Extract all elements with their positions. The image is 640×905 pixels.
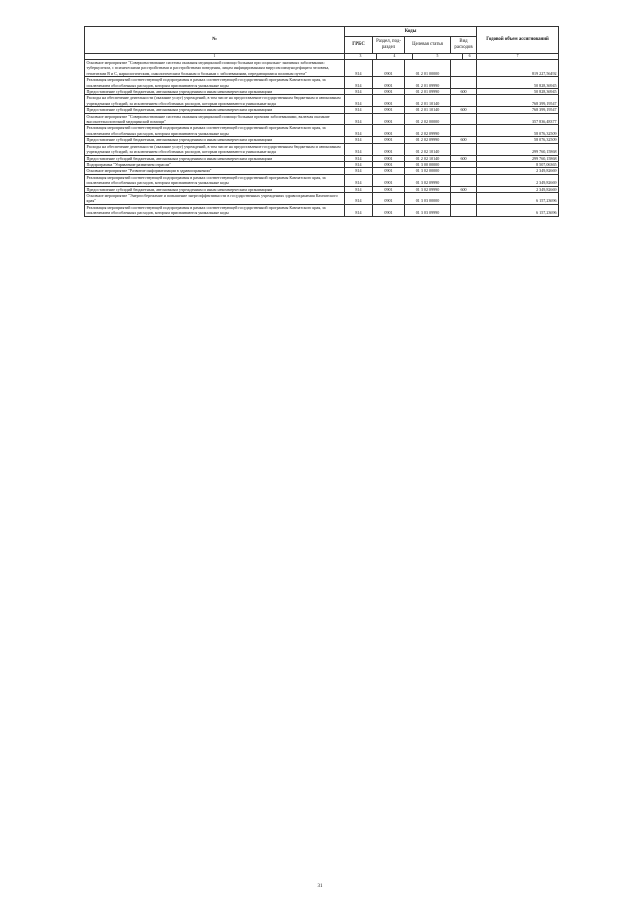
value-cell: 2 349,82669: [477, 186, 559, 192]
value-cell: 6 157,23696: [477, 204, 559, 216]
grbs-cell: 814: [345, 204, 373, 216]
grbs-header: ГРБС: [345, 37, 373, 54]
row-name: Реализация мероприятий соответствующей подпрограммы в рамках соответствующей государственной программы Камчатского края, за исключением обособленных расходов, которым присваиваются уникальные коды: [85, 125, 345, 137]
row-name: Реализация мероприятий соответствующей подпрограммы в рамках соответствующей государственной программы Камчатского края, за исключением обособленных расходов, которым присваиваются уникальные коды: [85, 174, 345, 186]
budget-table: [84, 26, 559, 217]
table-row: [85, 113, 559, 125]
codes-header: Коды: [345, 27, 477, 37]
column-number: 5: [413, 54, 463, 59]
grbs-cell: 814: [345, 143, 373, 155]
annual-volume-header: Годовой объем ассигнований: [477, 27, 559, 54]
section-cell: 0901: [373, 186, 405, 192]
section-cell: 0901: [373, 174, 405, 186]
kind-cell: [451, 192, 477, 204]
table-row: [85, 174, 559, 186]
target-cell: 01 2 02 10140: [405, 155, 451, 161]
row-name: Предоставление субсидий бюджетным, автономным учреждениям и иным некоммерческим организациям: [85, 107, 345, 113]
grbs-cell: 814: [345, 95, 373, 107]
grbs-cell: 814: [345, 174, 373, 186]
grbs-cell: 814: [345, 113, 373, 125]
row-name: Основное мероприятие "Развитие информатизации в здравоохранении": [85, 168, 345, 174]
expense-kind-header: Вид расходов: [451, 37, 477, 54]
value-cell: 819 227,56492: [477, 60, 559, 77]
kind-cell: [451, 60, 477, 77]
section-cell: 0901: [373, 89, 405, 95]
target-cell: 01 2 02 09990: [405, 125, 451, 137]
target-cell: 01 2 01 09990: [405, 77, 451, 89]
table-row: [85, 95, 559, 107]
target-cell: 01 2 01 09990: [405, 89, 451, 95]
kind-cell: [451, 143, 477, 155]
value-cell: 768 399,19547: [477, 107, 559, 113]
kind-cell: [451, 204, 477, 216]
target-cell: 01 3 00 00000: [405, 161, 451, 167]
target-cell: 01 2 02 09990: [405, 137, 451, 143]
section-header: Раздел, под-раздел: [373, 37, 405, 54]
grbs-cell: 814: [345, 137, 373, 143]
section-cell: 0901: [373, 143, 405, 155]
row-name: Расходы на обеспечение деятельности (оказание услуг) учреждений, в том числе на предоставление государственным бюджетным и автономным учреждениям субсидий, за исключением обособленных расходов, которым присваиваются уникальные коды: [85, 143, 345, 155]
value-cell: 2 349,82669: [477, 174, 559, 186]
section-cell: 0901: [373, 60, 405, 77]
kind-cell: [451, 125, 477, 137]
grbs-cell: 814: [345, 77, 373, 89]
grbs-cell: 814: [345, 192, 373, 204]
kind-cell: [451, 77, 477, 89]
value-cell: 58 076,32509: [477, 125, 559, 137]
row-name: Предоставление субсидий бюджетным, автономным учреждениям и иным некоммерческим организациям: [85, 186, 345, 192]
target-cell: 01 2 02 00000: [405, 113, 451, 125]
kind-cell: 600: [451, 155, 477, 161]
target-cell: 01 3 02 00000: [405, 168, 451, 174]
section-cell: 0901: [373, 113, 405, 125]
page-number: 31: [317, 884, 323, 889]
table-row: [85, 77, 559, 89]
value-cell: 2 349,82669: [477, 168, 559, 174]
table-row: [85, 60, 559, 77]
column-number: 1: [85, 54, 345, 60]
grbs-cell: 814: [345, 125, 373, 137]
section-cell: 0901: [373, 137, 405, 143]
grbs-cell: 814: [345, 60, 373, 77]
section-cell: 0901: [373, 168, 405, 174]
target-cell: 01 3 03 09990: [405, 204, 451, 216]
grbs-cell: 814: [345, 186, 373, 192]
grbs-cell: 814: [345, 155, 373, 161]
target-cell: 01 2 01 00000: [405, 60, 451, 77]
section-cell: 0901: [373, 95, 405, 107]
section-cell: 0901: [373, 155, 405, 161]
budget-page: [84, 26, 558, 217]
row-name: Основное мероприятие "Совершенствование системы оказания медицинской помощи больным при социально- значимых заболеваниях: туберкулезом, с психическими расстройствами и расстройствами поведения, лицам инфицированным вирусом иммунодефицита человека, гепатитами В и С, наркологическим, онкологическим больным и больным с заболеваниями, передающимися половым путем": [85, 60, 345, 77]
row-name: Реализация мероприятий соответствующей подпрограммы в рамках соответствующей государственной программы Камчатского края, за исключением обособленных расходов, которым присваиваются уникальные коды: [85, 77, 345, 89]
row-name: Расходы на обеспечение деятельности (оказание услуг) учреждений, в том числе на предоставление государственным бюджетным и автономным учреждениям субсидий, за исключением обособленных расходов, которым присваиваются уникальные коды: [85, 95, 345, 107]
grbs-cell: 814: [345, 161, 373, 167]
grbs-cell: 814: [345, 168, 373, 174]
table-row: [85, 143, 559, 155]
kind-cell: [451, 174, 477, 186]
table-row: [85, 125, 559, 137]
column-number: 7: [477, 54, 559, 60]
row-name: Подпрограмма "Управление развитием отрасли": [85, 161, 345, 167]
value-cell: 299 760,15868: [477, 143, 559, 155]
section-cell: 0901: [373, 125, 405, 137]
section-cell: 0901: [373, 77, 405, 89]
grbs-cell: 814: [345, 89, 373, 95]
value-cell: 50 828,36945: [477, 89, 559, 95]
row-name: Основное мероприятие "Энергосбережение и повышение энергоэффективности в государственных учреждениях здравоохранения Камчатского края": [85, 192, 345, 204]
row-name: Предоставление субсидий бюджетным, автономным учреждениям и иным некоммерческим организациям: [85, 137, 345, 143]
kind-cell: 600: [451, 107, 477, 113]
grbs-cell: 814: [345, 107, 373, 113]
target-cell: 01 3 03 00000: [405, 192, 451, 204]
target-cell: 01 2 01 10140: [405, 95, 451, 107]
kind-cell: 600: [451, 186, 477, 192]
target-cell: 01 2 02 10140: [405, 143, 451, 155]
kind-cell: [451, 95, 477, 107]
row-name: Предоставление субсидий бюджетным, автономным учреждениям и иным некоммерческим организациям: [85, 89, 345, 95]
kind-cell: 600: [451, 137, 477, 143]
value-cell: 50 828,36945: [477, 77, 559, 89]
section-cell: 0901: [373, 107, 405, 113]
target-article-header: Целевая статья: [405, 37, 451, 54]
row-name: Основное мероприятие "Совершенствование системы оказания медицинской помощи больным прочими заболеваниями, включая оказание высокотехнологичной медицинской помощи": [85, 113, 345, 125]
value-cell: 58 076,32509: [477, 137, 559, 143]
value-cell: 357 836,48377: [477, 113, 559, 125]
column-number: 4: [377, 54, 413, 59]
table-row: [85, 192, 559, 204]
section-cell: 0901: [373, 204, 405, 216]
row-name: Реализация мероприятий соответствующей подпрограммы в рамках соответствующей государственной программы Камчатского края, за исключением обособленных расходов, которым присваиваются уникальные коды: [85, 204, 345, 216]
kind-cell: [451, 113, 477, 125]
value-cell: 6 157,23696: [477, 192, 559, 204]
number-header: №: [85, 27, 345, 54]
target-cell: 01 2 01 10140: [405, 107, 451, 113]
value-cell: 299 760,15868: [477, 155, 559, 161]
value-cell: 768 399,19547: [477, 95, 559, 107]
column-number: 6: [468, 54, 471, 58]
section-cell: 0901: [373, 192, 405, 204]
target-cell: 01 3 02 09990: [405, 174, 451, 186]
value-cell: 8 507,06365: [477, 161, 559, 167]
kind-cell: 600: [451, 89, 477, 95]
row-name: Предоставление субсидий бюджетным, автономным учреждениям и иным некоммерческим организациям: [85, 155, 345, 161]
table-row: [85, 204, 559, 216]
target-cell: 01 3 02 09990: [405, 186, 451, 192]
column-number: 3: [345, 54, 377, 59]
section-cell: 0901: [373, 161, 405, 167]
